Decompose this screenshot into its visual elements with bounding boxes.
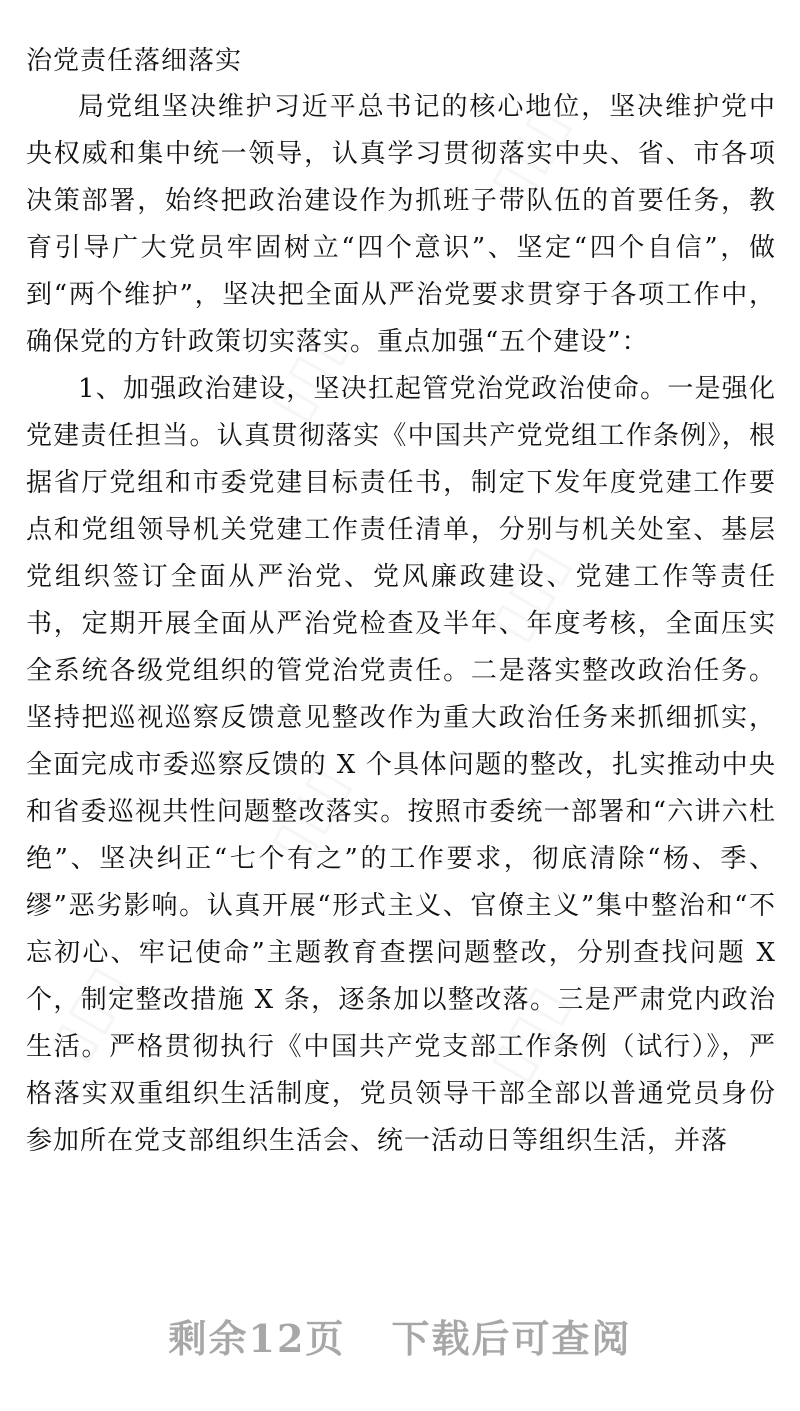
section-heading: 治党责任落细落实 xyxy=(26,46,243,76)
document-body xyxy=(26,38,776,1165)
download-banner[interactable] xyxy=(0,1308,800,1363)
paragraph-intro: 局党组坚决维护习近平总书记的核心地位，坚决维护党中央权威和集中统一领导，认真学习贯彻落实中央、省、市各项决策部署，始终把政治建设作为抓班子带队伍的首要任务，教育引导广大党员牢固树立“四个意识”、坚定“四个自信”，做到“两个维护”，坚决把全面从严治党要求贯穿于各项工作中，确保党的方针政策切实落实。重点加强“五个建设”： xyxy=(26,92,776,357)
download-prompt-label: 下载后可查阅 xyxy=(391,1316,632,1361)
remaining-pages-label: 剩余12页 xyxy=(168,1316,346,1361)
paragraph-political-building: 1、加强政治建设，坚决扛起管党治党政治使命。一是强化党建责任担当。认真贯彻落实《中国共产党党组工作条例》，根据省厅党组和市委党建目标责任书，制定下发年度党建工作要点和党组领导机关党建工作责任清单，分别与机关处室、基层党组织签订全面从严治党、党风廉政建设、党建工作等责任书，定期开展全面从严治党检查及半年、年度考核，全面压实全系统各级党组织的管党治党责任。二是落实整改政治任务。坚持把巡视巡察反馈意见整改作为重大政治任务来抓细抓实，全面完成市委巡察反馈的 X 个具体问题的整改，扎实推动中央和省委巡视共性问题整改落实。按照市委统一部署和“六讲六杜绝”、坚决纠正“七个有之”的工作要求，彻底清除“杨、季、缪”恶劣影响。认真开展“形式主义、官僚主义”集中整治和“不忘初心、牢记使命”主题教育查摆问题整改，分别查找问题 X 个，制定整改措施 X 条，逐条加以整改落。三是严肃党内政治生活。严格贯彻执行《中国共产党支部工作条例（试行）》，严格落实双重组织生活制度，党员领导干部全部以普通党员身份参加所在党支部组织生活会、统一活动日等组织生活，并落 xyxy=(26,374,776,1156)
